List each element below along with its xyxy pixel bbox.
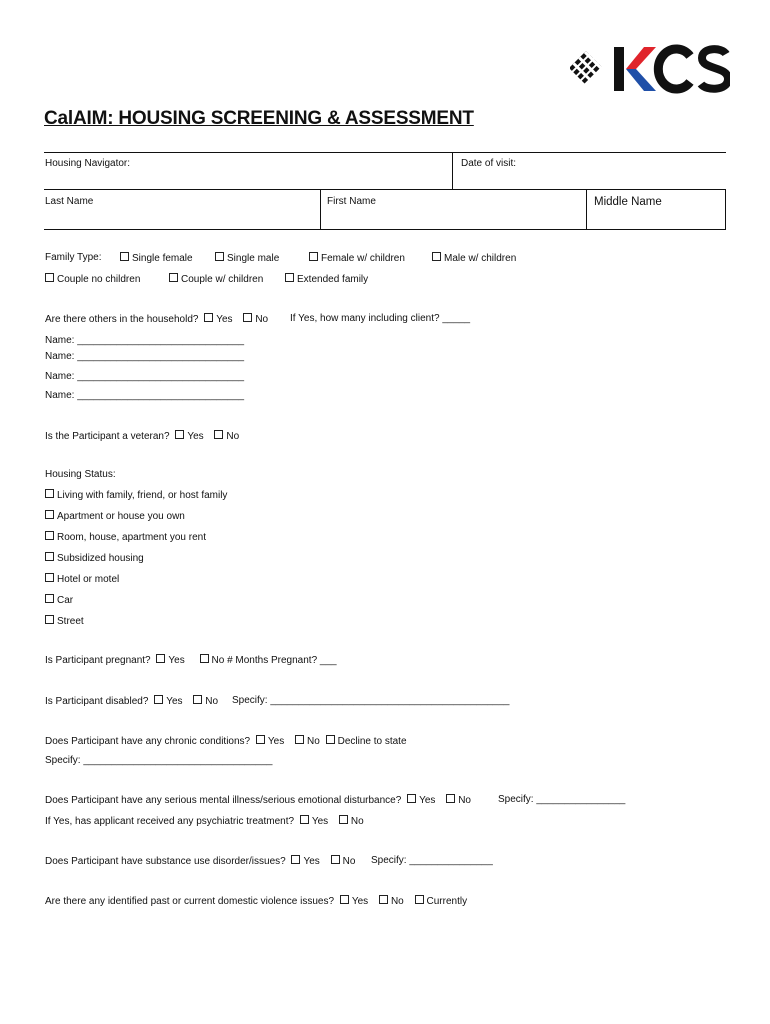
field-label: First Name <box>327 196 376 207</box>
family-type-label: Family Type: <box>45 252 102 263</box>
housing-option[interactable]: Hotel or motel <box>45 573 119 586</box>
checkbox[interactable] <box>45 594 54 603</box>
middle-name-field[interactable] <box>594 196 662 208</box>
checkbox-no[interactable] <box>446 794 455 803</box>
disabled-specify-field[interactable]: Specify: ___________________________________________ <box>232 695 510 706</box>
divider <box>586 189 587 229</box>
checkbox-no[interactable] <box>200 654 209 663</box>
divider <box>452 152 453 189</box>
divider <box>725 189 726 229</box>
field-label: Middle Name <box>594 196 662 208</box>
field-label: Date of visit: <box>461 158 517 169</box>
household-question: Are there others in the household? Yes No <box>45 314 269 325</box>
chronic-question: Does Participant have any chronic conditions? Yes No Decline to state <box>45 736 407 747</box>
checkbox-no[interactable] <box>379 895 388 904</box>
checkbox[interactable] <box>45 510 54 519</box>
checkbox-yes[interactable] <box>175 430 184 439</box>
option-couple-no-children[interactable]: Couple no children <box>45 273 140 286</box>
checkbox-no[interactable] <box>295 735 304 744</box>
checkbox-yes[interactable] <box>291 855 300 864</box>
checkbox[interactable] <box>432 252 441 261</box>
checkbox-yes[interactable] <box>300 815 309 824</box>
checkbox[interactable] <box>45 573 54 582</box>
housing-option[interactable]: Room, house, apartment you rent <box>45 531 206 544</box>
checkbox-no[interactable] <box>214 430 223 439</box>
disabled-question: Is Participant disabled? Yes No <box>45 696 219 707</box>
household-count-field[interactable]: If Yes, how many including client? _____ <box>290 313 471 324</box>
option-single-female[interactable]: Single female <box>120 252 193 265</box>
checkbox-decline[interactable] <box>326 735 335 744</box>
option-female-children[interactable]: Female w/ children <box>309 252 405 265</box>
divider <box>44 229 726 230</box>
field-label: Last Name <box>45 196 94 207</box>
divider <box>44 152 726 153</box>
checkbox[interactable] <box>45 531 54 540</box>
housing-option[interactable]: Car <box>45 594 73 607</box>
housing-navigator-field[interactable] <box>45 158 130 170</box>
divider <box>320 189 321 229</box>
checkbox[interactable] <box>285 273 294 282</box>
checkbox-yes[interactable] <box>154 695 163 704</box>
housing-status-label: Housing Status: <box>45 469 116 480</box>
checkbox-no[interactable] <box>331 855 340 864</box>
checkbox-yes[interactable] <box>407 794 416 803</box>
option-single-male[interactable]: Single male <box>215 252 279 265</box>
option-couple-children[interactable]: Couple w/ children <box>169 273 263 286</box>
checkbox-yes[interactable] <box>340 895 349 904</box>
veteran-question: Is the Participant a veteran? Yes No <box>45 431 240 442</box>
name-field[interactable]: Name: ______________________________ <box>45 351 245 362</box>
first-name-field[interactable] <box>327 196 376 208</box>
checkbox-no[interactable] <box>193 695 202 704</box>
chronic-specify-field[interactable]: Specify: __________________________________ <box>45 755 273 766</box>
checkbox[interactable] <box>45 489 54 498</box>
checkbox-currently[interactable] <box>415 895 424 904</box>
name-field[interactable]: Name: ______________________________ <box>45 335 245 346</box>
name-field[interactable]: Name: ______________________________ <box>45 371 245 382</box>
last-name-field[interactable] <box>45 196 93 208</box>
checkbox-no[interactable] <box>243 313 252 322</box>
pregnant-question: Is Participant pregnant? Yes No # Months Pregnant? ___ <box>45 655 337 666</box>
checkbox-yes[interactable] <box>156 654 165 663</box>
checkbox[interactable] <box>45 273 54 282</box>
dv-question: Are there any identified past or current domestic violence issues? Yes No Currently <box>45 896 468 907</box>
page-title: CalAIM: HOUSING SCREENING & ASSESSMENT <box>44 108 474 129</box>
psych-question: If Yes, has applicant received any psychiatric treatment? Yes No <box>45 816 364 827</box>
housing-option[interactable]: Living with family, friend, or host family <box>45 489 227 502</box>
checkbox[interactable] <box>309 252 318 261</box>
housing-option[interactable]: Subsidized housing <box>45 552 144 565</box>
checkbox[interactable] <box>169 273 178 282</box>
checkbox-yes[interactable] <box>204 313 213 322</box>
field-label: Housing Navigator: <box>45 158 131 169</box>
housing-option[interactable]: Apartment or house you own <box>45 510 185 523</box>
option-male-children[interactable]: Male w/ children <box>432 252 516 265</box>
housing-option[interactable]: Street <box>45 615 84 628</box>
checkbox-no[interactable] <box>339 815 348 824</box>
checkbox[interactable] <box>45 615 54 624</box>
smi-specify-field[interactable]: Specify: ________________ <box>498 794 626 805</box>
substance-question: Does Participant have substance use disorder/issues? Yes No <box>45 856 356 867</box>
checkbox[interactable] <box>45 552 54 561</box>
smi-question: Does Participant have any serious mental illness/serious emotional disturbance? Yes No <box>45 795 471 806</box>
divider <box>44 189 726 190</box>
checkbox-yes[interactable] <box>256 735 265 744</box>
substance-specify-field[interactable]: Specify: _______________ <box>371 855 493 866</box>
date-of-visit-field[interactable] <box>461 158 516 170</box>
kcs-logo <box>570 44 730 94</box>
checkbox[interactable] <box>215 252 224 261</box>
name-field[interactable]: Name: ______________________________ <box>45 390 245 401</box>
option-extended-family[interactable]: Extended family <box>285 273 368 286</box>
logo-mark-icon <box>570 51 603 85</box>
checkbox[interactable] <box>120 252 129 261</box>
